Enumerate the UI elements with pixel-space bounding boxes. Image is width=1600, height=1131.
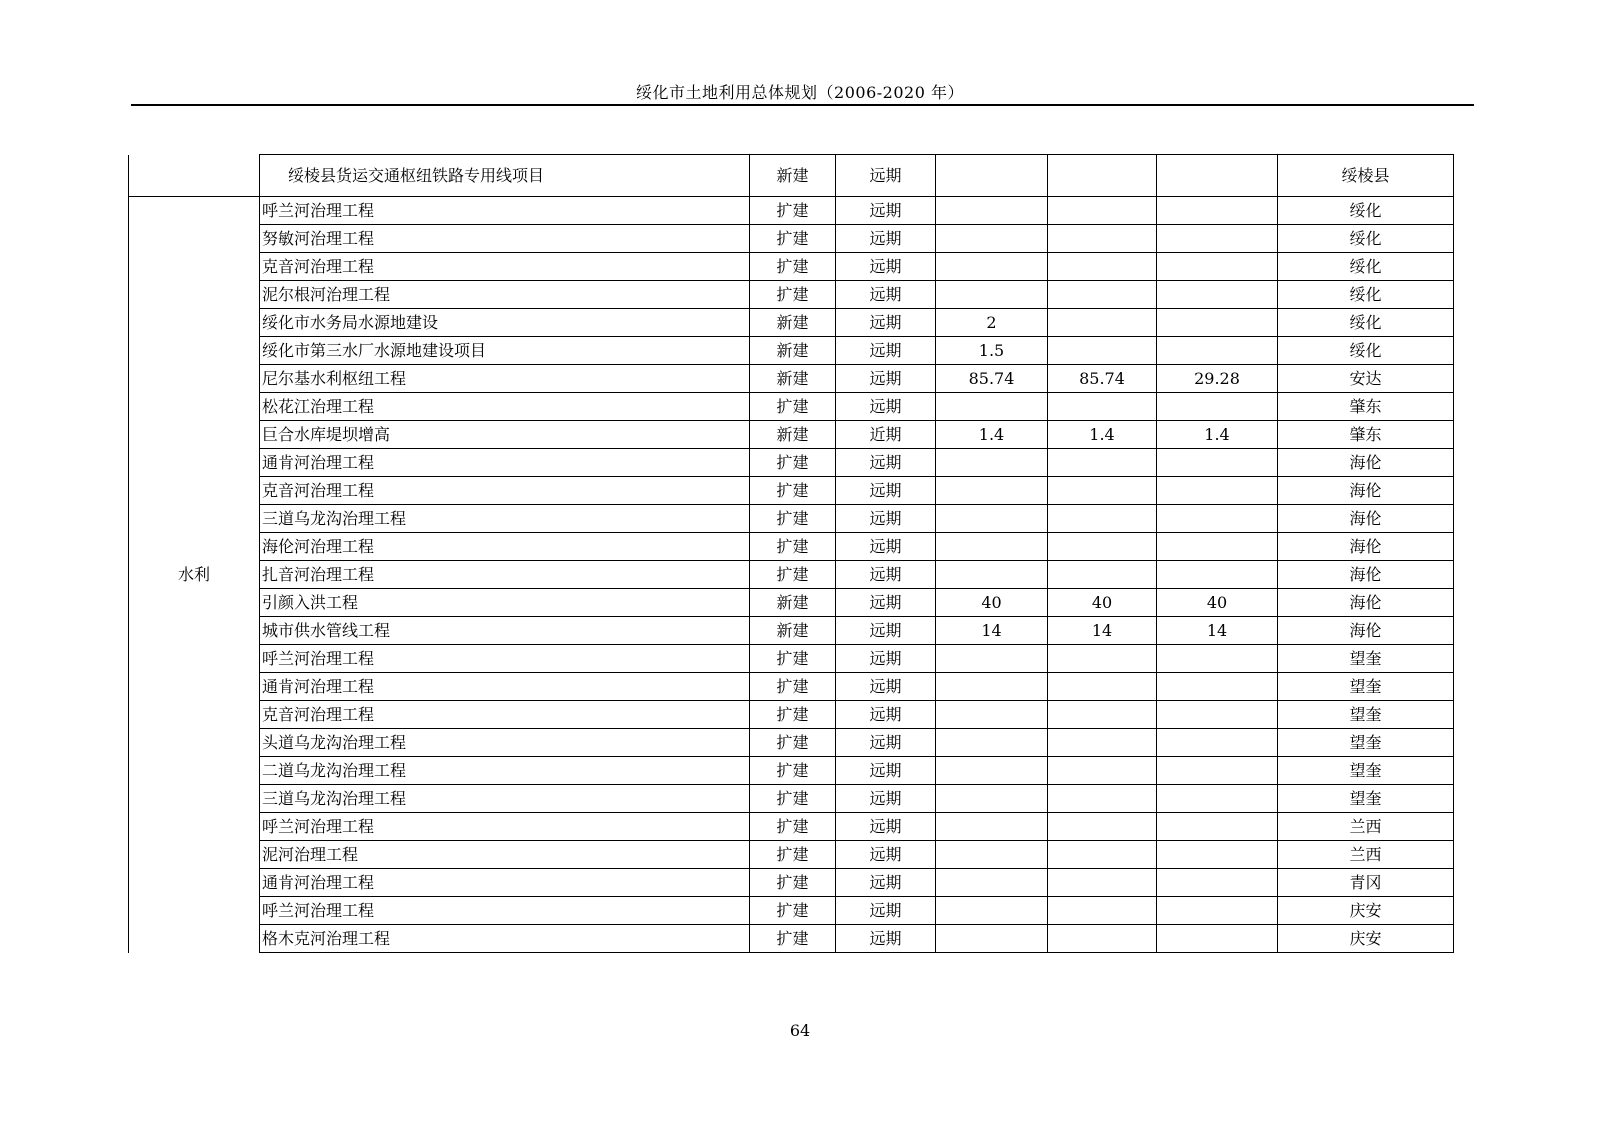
value-cell-2: 14: [1048, 617, 1157, 645]
location-cell: 海伦: [1278, 561, 1454, 589]
value-cell-3: [1157, 869, 1278, 897]
value-cell-2: [1048, 757, 1157, 785]
build-type-cell: 扩建: [750, 785, 836, 813]
table-row: [129, 757, 1454, 785]
build-type-cell: 扩建: [750, 925, 836, 953]
table-row: [129, 505, 1454, 533]
period-cell: 远期: [836, 281, 936, 309]
value-cell-2: [1048, 225, 1157, 253]
build-type-cell: 扩建: [750, 253, 836, 281]
value-cell-2: [1048, 337, 1157, 365]
value-cell-3: [1157, 925, 1278, 953]
location-cell: 望奎: [1278, 645, 1454, 673]
value-cell-1: [936, 757, 1048, 785]
location-cell: 兰西: [1278, 813, 1454, 841]
header-divider: [131, 104, 1474, 106]
build-type-cell: 扩建: [750, 841, 836, 869]
project-name-cell: 呼兰河治理工程: [260, 813, 750, 841]
value-cell-1: [936, 449, 1048, 477]
value-cell-3: [1157, 729, 1278, 757]
build-type-cell: 新建: [750, 337, 836, 365]
value-cell-1: [936, 477, 1048, 505]
location-cell: 肇东: [1278, 421, 1454, 449]
value-cell-2: 40: [1048, 589, 1157, 617]
location-cell: 海伦: [1278, 617, 1454, 645]
project-table: [128, 154, 1454, 953]
value-cell-1: [936, 393, 1048, 421]
build-type-cell: 扩建: [750, 477, 836, 505]
table-row: [129, 253, 1454, 281]
table-row: [129, 393, 1454, 421]
project-name-cell: 松花江治理工程: [260, 393, 750, 421]
table-row: [129, 477, 1454, 505]
location-cell: 海伦: [1278, 533, 1454, 561]
value-cell-3: [1157, 897, 1278, 925]
value-cell-3: [1157, 673, 1278, 701]
period-cell: 远期: [836, 757, 936, 785]
value-cell-1: [936, 197, 1048, 225]
value-cell-2: [1048, 785, 1157, 813]
project-name-cell: 泥河治理工程: [260, 841, 750, 869]
value-cell-3: [1157, 449, 1278, 477]
location-cell: 青冈: [1278, 869, 1454, 897]
value-cell-3: [1157, 281, 1278, 309]
value-cell-1: [936, 561, 1048, 589]
period-cell: 远期: [836, 155, 936, 197]
project-name-cell: 绥化市第三水厂水源地建设项目: [260, 337, 750, 365]
build-type-cell: 扩建: [750, 197, 836, 225]
value-cell-1: 1.4: [936, 421, 1048, 449]
page-number: 64: [789, 1021, 811, 1040]
period-cell: 远期: [836, 925, 936, 953]
project-name-cell: 头道乌龙沟治理工程: [260, 729, 750, 757]
build-type-cell: 扩建: [750, 533, 836, 561]
build-type-cell: 扩建: [750, 449, 836, 477]
value-cell-1: [936, 673, 1048, 701]
value-cell-3: [1157, 701, 1278, 729]
location-cell: 肇东: [1278, 393, 1454, 421]
value-cell-2: [1048, 925, 1157, 953]
value-cell-2: [1048, 813, 1157, 841]
value-cell-2: [1048, 281, 1157, 309]
value-cell-2: [1048, 533, 1157, 561]
location-cell: 绥化: [1278, 253, 1454, 281]
period-cell: 远期: [836, 869, 936, 897]
table-row: [129, 617, 1454, 645]
value-cell-3: [1157, 785, 1278, 813]
build-type-cell: 扩建: [750, 561, 836, 589]
build-type-cell: 新建: [750, 421, 836, 449]
table-row: [129, 701, 1454, 729]
value-cell-3: [1157, 841, 1278, 869]
location-cell: 海伦: [1278, 477, 1454, 505]
build-type-cell: 扩建: [750, 673, 836, 701]
table-row: [129, 841, 1454, 869]
table-row: [129, 281, 1454, 309]
build-type-cell: 新建: [750, 589, 836, 617]
project-name-cell: 通肯河治理工程: [260, 869, 750, 897]
project-name-cell: 努敏河治理工程: [260, 225, 750, 253]
category-cell: 水利: [129, 197, 260, 953]
build-type-cell: 扩建: [750, 701, 836, 729]
table-row: [129, 925, 1454, 953]
value-cell-3: 29.28: [1157, 365, 1278, 393]
table-row: [129, 813, 1454, 841]
period-cell: 远期: [836, 505, 936, 533]
period-cell: 远期: [836, 729, 936, 757]
project-name-cell: 尼尔基水利枢纽工程: [260, 365, 750, 393]
value-cell-2: 85.74: [1048, 365, 1157, 393]
value-cell-1: [936, 533, 1048, 561]
build-type-cell: 扩建: [750, 645, 836, 673]
project-name-cell: 格木克河治理工程: [260, 925, 750, 953]
value-cell-3: [1157, 645, 1278, 673]
table-row: [129, 897, 1454, 925]
value-cell-1: [936, 253, 1048, 281]
value-cell-2: [1048, 197, 1157, 225]
value-cell-1: 85.74: [936, 365, 1048, 393]
value-cell-1: [936, 841, 1048, 869]
value-cell-2: [1048, 897, 1157, 925]
table-row: [129, 365, 1454, 393]
value-cell-1: [936, 729, 1048, 757]
project-name-cell: 呼兰河治理工程: [260, 897, 750, 925]
project-name-cell: 扎音河治理工程: [260, 561, 750, 589]
build-type-cell: 扩建: [750, 393, 836, 421]
project-name-cell: 三道乌龙沟治理工程: [260, 785, 750, 813]
value-cell-3: [1157, 337, 1278, 365]
location-cell: 庆安: [1278, 925, 1454, 953]
value-cell-2: [1048, 841, 1157, 869]
period-cell: 远期: [836, 253, 936, 281]
period-cell: 远期: [836, 617, 936, 645]
value-cell-2: [1048, 673, 1157, 701]
location-cell: 绥化: [1278, 337, 1454, 365]
value-cell-1: [936, 701, 1048, 729]
table-row: [129, 589, 1454, 617]
project-name-cell: 引颜入洪工程: [260, 589, 750, 617]
location-cell: 庆安: [1278, 897, 1454, 925]
value-cell-2: [1048, 449, 1157, 477]
project-table-container: [128, 154, 1454, 953]
value-cell-2: [1048, 309, 1157, 337]
location-cell: 绥棱县: [1278, 155, 1454, 197]
value-cell-3: [1157, 225, 1278, 253]
project-name-cell: 海伦河治理工程: [260, 533, 750, 561]
value-cell-3: [1157, 533, 1278, 561]
project-name-cell: 巨合水库堤坝增高: [260, 421, 750, 449]
value-cell-1: 14: [936, 617, 1048, 645]
location-cell: 海伦: [1278, 449, 1454, 477]
build-type-cell: 扩建: [750, 897, 836, 925]
location-cell: 海伦: [1278, 589, 1454, 617]
value-cell-3: [1157, 155, 1278, 197]
table-row: [129, 729, 1454, 757]
period-cell: 远期: [836, 393, 936, 421]
build-type-cell: 新建: [750, 617, 836, 645]
value-cell-1: 40: [936, 589, 1048, 617]
value-cell-1: 2: [936, 309, 1048, 337]
build-type-cell: 扩建: [750, 505, 836, 533]
project-name-cell: 城市供水管线工程: [260, 617, 750, 645]
location-cell: 绥化: [1278, 309, 1454, 337]
project-name-cell: 泥尔根河治理工程: [260, 281, 750, 309]
value-cell-3: [1157, 197, 1278, 225]
project-name-cell: 呼兰河治理工程: [260, 197, 750, 225]
period-cell: 远期: [836, 197, 936, 225]
period-cell: 远期: [836, 561, 936, 589]
build-type-cell: 扩建: [750, 225, 836, 253]
location-cell: 安达: [1278, 365, 1454, 393]
location-cell: 绥化: [1278, 281, 1454, 309]
project-name-cell: 绥化市水务局水源地建设: [260, 309, 750, 337]
value-cell-1: 1.5: [936, 337, 1048, 365]
location-cell: 兰西: [1278, 841, 1454, 869]
value-cell-1: [936, 897, 1048, 925]
value-cell-2: [1048, 561, 1157, 589]
value-cell-3: [1157, 477, 1278, 505]
period-cell: 远期: [836, 309, 936, 337]
period-cell: 远期: [836, 365, 936, 393]
value-cell-2: [1048, 701, 1157, 729]
project-name-cell: 克音河治理工程: [260, 701, 750, 729]
value-cell-1: [936, 281, 1048, 309]
value-cell-2: [1048, 253, 1157, 281]
build-type-cell: 扩建: [750, 757, 836, 785]
table-row: [129, 869, 1454, 897]
value-cell-3: [1157, 309, 1278, 337]
value-cell-3: [1157, 505, 1278, 533]
location-cell: 望奎: [1278, 785, 1454, 813]
period-cell: 远期: [836, 813, 936, 841]
project-name-cell: 克音河治理工程: [260, 477, 750, 505]
value-cell-3: 40: [1157, 589, 1278, 617]
period-cell: 近期: [836, 421, 936, 449]
project-name-cell: 通肯河治理工程: [260, 449, 750, 477]
value-cell-2: [1048, 729, 1157, 757]
value-cell-3: [1157, 393, 1278, 421]
build-type-cell: 新建: [750, 365, 836, 393]
value-cell-1: [936, 225, 1048, 253]
build-type-cell: 新建: [750, 155, 836, 197]
period-cell: 远期: [836, 533, 936, 561]
value-cell-1: [936, 813, 1048, 841]
location-cell: 望奎: [1278, 673, 1454, 701]
value-cell-2: [1048, 505, 1157, 533]
value-cell-1: [936, 155, 1048, 197]
period-cell: 远期: [836, 337, 936, 365]
value-cell-1: [936, 785, 1048, 813]
build-type-cell: 扩建: [750, 729, 836, 757]
location-cell: 望奎: [1278, 729, 1454, 757]
project-name-cell: 通肯河治理工程: [260, 673, 750, 701]
location-cell: 绥化: [1278, 197, 1454, 225]
build-type-cell: 新建: [750, 309, 836, 337]
project-table-body: [129, 155, 1454, 953]
build-type-cell: 扩建: [750, 869, 836, 897]
period-cell: 远期: [836, 645, 936, 673]
project-name-cell: 二道乌龙沟治理工程: [260, 757, 750, 785]
value-cell-2: [1048, 645, 1157, 673]
project-name-cell: 绥棱县货运交通枢纽铁路专用线项目: [260, 155, 750, 197]
build-type-cell: 扩建: [750, 813, 836, 841]
project-name-cell: 三道乌龙沟治理工程: [260, 505, 750, 533]
table-row: [129, 309, 1454, 337]
value-cell-3: [1157, 561, 1278, 589]
table-row: [129, 421, 1454, 449]
value-cell-3: [1157, 757, 1278, 785]
value-cell-2: [1048, 477, 1157, 505]
period-cell: 远期: [836, 225, 936, 253]
project-name-cell: 克音河治理工程: [260, 253, 750, 281]
period-cell: 远期: [836, 841, 936, 869]
table-row: [129, 197, 1454, 225]
location-cell: 望奎: [1278, 701, 1454, 729]
value-cell-3: 14: [1157, 617, 1278, 645]
table-row: [129, 673, 1454, 701]
value-cell-3: 1.4: [1157, 421, 1278, 449]
period-cell: 远期: [836, 449, 936, 477]
period-cell: 远期: [836, 673, 936, 701]
table-row: [129, 337, 1454, 365]
table-row: [129, 533, 1454, 561]
location-cell: 绥化: [1278, 225, 1454, 253]
period-cell: 远期: [836, 477, 936, 505]
value-cell-1: [936, 925, 1048, 953]
build-type-cell: 扩建: [750, 281, 836, 309]
category-cell-prev: [129, 155, 260, 197]
project-name-cell: 呼兰河治理工程: [260, 645, 750, 673]
value-cell-2: [1048, 869, 1157, 897]
value-cell-2: [1048, 393, 1157, 421]
value-cell-3: [1157, 253, 1278, 281]
location-cell: 望奎: [1278, 757, 1454, 785]
value-cell-2: [1048, 155, 1157, 197]
location-cell: 海伦: [1278, 505, 1454, 533]
table-row: [129, 155, 1454, 197]
table-row: [129, 645, 1454, 673]
value-cell-1: [936, 505, 1048, 533]
table-row: [129, 561, 1454, 589]
table-row: [129, 225, 1454, 253]
value-cell-2: 1.4: [1048, 421, 1157, 449]
value-cell-3: [1157, 813, 1278, 841]
table-row: [129, 785, 1454, 813]
table-row: [129, 449, 1454, 477]
value-cell-1: [936, 645, 1048, 673]
page-header-title: 绥化市土地利用总体规划（2006-2020 年）: [636, 83, 964, 102]
period-cell: 远期: [836, 897, 936, 925]
period-cell: 远期: [836, 701, 936, 729]
period-cell: 远期: [836, 589, 936, 617]
period-cell: 远期: [836, 785, 936, 813]
value-cell-1: [936, 869, 1048, 897]
